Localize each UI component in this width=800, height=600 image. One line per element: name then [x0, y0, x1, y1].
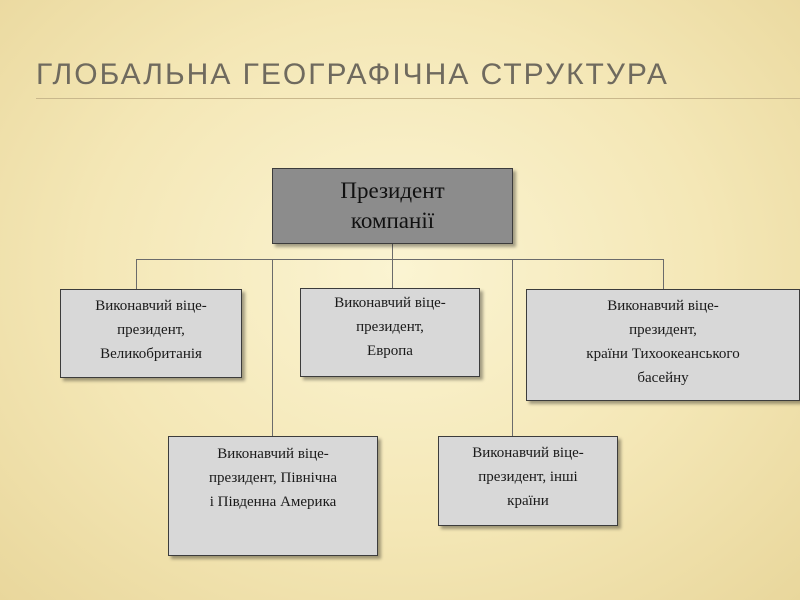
vp-pacific-line-4: басейну [637, 370, 689, 386]
vp-americas-line-1: Виконавчий віце- [217, 446, 329, 462]
vp-europe-box [300, 288, 480, 377]
connector-pacific [663, 259, 664, 289]
president-line-2: компанії [350, 208, 435, 233]
vp-americas-box [168, 436, 378, 556]
vp-americas-line-3: і Південна Америка [209, 494, 337, 510]
vp-americas-line-2: президент, Північна [208, 470, 338, 486]
connector-uk [136, 259, 137, 289]
slide-title: ГЛОБАЛЬНА ГЕОГРАФІЧНА СТРУКТУРА [36, 58, 669, 91]
vp-uk-line-3: Великобританія [100, 346, 202, 362]
connector-other [512, 259, 513, 436]
vp-europe-line-3: Европа [367, 343, 413, 359]
vp-other-line-2: президент, інші [478, 469, 578, 485]
president-box [272, 168, 513, 244]
vp-pacific-line-2: президент, [629, 322, 697, 338]
connector-horizontal-bus [136, 259, 664, 260]
vp-other-line-3: країни [507, 493, 549, 509]
vp-pacific-line-3: країни Тихоокеанського [586, 346, 740, 362]
vp-other-box [438, 436, 618, 526]
connector-europe [392, 259, 393, 288]
vp-pacific-line-1: Виконавчий віце- [607, 298, 719, 314]
vp-europe-line-1: Виконавчий віце- [334, 295, 446, 311]
vp-uk-line-2: президент, [117, 322, 185, 338]
president-line-1: Президент [340, 178, 445, 203]
vp-other-line-1: Виконавчий віце- [472, 445, 584, 461]
vp-europe-line-2: президент, [356, 319, 424, 335]
connector-root-down [392, 243, 393, 259]
title-divider [36, 98, 800, 99]
vp-uk-line-1: Виконавчий віце- [95, 298, 207, 314]
vp-uk-box [60, 289, 242, 378]
connector-americas [272, 259, 273, 436]
vp-pacific-box [526, 289, 800, 401]
